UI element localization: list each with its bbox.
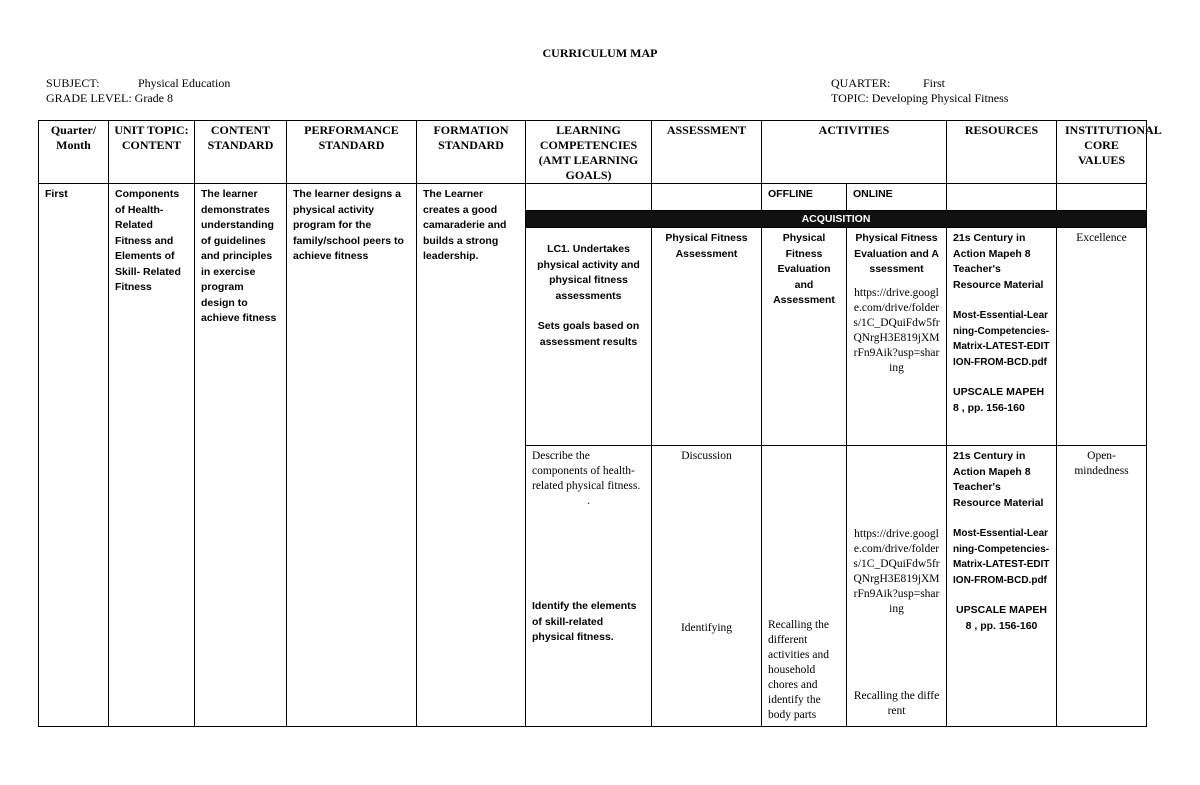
resource-upscale: UPSCALE MAPEH 8 , pp. 156-160 <box>953 386 1045 414</box>
formation-standard-cell: The Learner creates a good camaraderie and builds a strong leadership. <box>417 184 526 727</box>
core-value-cell: Open-mindedness <box>1057 446 1147 727</box>
quarter-label: QUARTER: <box>831 76 891 90</box>
quarter-cell: First <box>39 184 109 727</box>
assessment-identifying: Identifying <box>680 622 733 634</box>
offline-recall-text: Recalling the different activities and household chores and identify the body parts <box>768 619 829 721</box>
subheader-row <box>39 184 1147 211</box>
topic-line: TOPIC: Developing Physical Fitness <box>831 91 1009 105</box>
lc2-text: Describe the components of health-related physical fitness. <box>532 450 641 492</box>
header-formation: FORMATION STANDARD <box>417 121 526 184</box>
page-title: CURRICULUM MAP <box>542 46 658 60</box>
resources-cell <box>947 446 1057 727</box>
resource-melc-file: Most-Essential-Learning-Competencies-Matrix-LATEST-EDITION-FROM-BCD.pdf <box>953 528 1050 586</box>
resource-upscale: UPSCALE MAPEH 8 , pp. 156-160 <box>956 604 1048 632</box>
subject-label: SUBJECT: <box>46 76 100 90</box>
subject-line <box>46 76 230 91</box>
header-resources: RESOURCES <box>947 121 1057 184</box>
online-resource-link[interactable]: https://drive.google.com/drive/folders/1C_DQuiFdw5frQNrgH3E819jXMrFn9Aik?usp=sharing <box>853 528 940 615</box>
online-resource-link[interactable]: https://drive.google.com/drive/folders/1C_DQuiFdw5frQNrgH3E819jXMrFn9Aik?usp=sharing <box>853 286 940 374</box>
empty-values-cell <box>1057 184 1147 211</box>
unit-cell: Components of Health-Related Fitness and Elements of Skill- Related Fitness <box>109 184 195 727</box>
content-standard-cell: The learner demonstrates understanding of guidelines and principles in exercise program design to achieve fitness <box>195 184 287 727</box>
grade-level: GRADE LEVEL: Grade 8 <box>46 91 173 105</box>
assessment-cell: Physical Fitness Assessment <box>652 228 762 446</box>
online-activity-cell <box>847 446 947 727</box>
lc2-dot: . <box>587 495 590 507</box>
online-activity-text: Physical Fitness Evaluation and Assessment <box>854 232 939 275</box>
offline-label: OFFLINE <box>762 184 847 211</box>
subject-value: Physical Education <box>138 76 231 90</box>
header-activities: ACTIVITIES <box>762 121 947 184</box>
header-values: INSTITUTIONAL CORE VALUES <box>1057 121 1147 184</box>
empty-lc-cell <box>526 184 652 211</box>
header-assessment: ASSESSMENT <box>652 121 762 184</box>
empty-assessment-cell <box>652 184 762 211</box>
lc-cell <box>526 446 652 727</box>
quarter-value: First <box>923 76 946 90</box>
assessment-cell <box>652 446 762 727</box>
header-quarter: Quarter/ Month <box>39 121 109 184</box>
lc-cell <box>526 228 652 446</box>
lc1-text: LC1. Undertakes physical activity and physical fitness assessments <box>537 243 640 302</box>
header-row <box>39 121 1147 184</box>
resources-cell <box>947 228 1057 446</box>
lc2-skill: Identify the elements of skill-related physical fitness. <box>532 600 637 643</box>
curriculum-table <box>38 120 1162 727</box>
acquisition-bar: ACQUISITION <box>526 211 1147 228</box>
resource-teacher-material: 21s Century in Action Mapeh 8 Teacher's Resource Material <box>953 450 1044 509</box>
empty-resources-cell <box>947 184 1057 211</box>
core-value-cell: Excellence <box>1057 228 1147 446</box>
header-performance: PERFORMANCE STANDARD <box>287 121 417 184</box>
online-recall-text: Recalling the different <box>853 690 940 717</box>
header-content: CONTENT STANDARD <box>195 121 287 184</box>
quarter-line <box>831 76 945 91</box>
header-learning: LEARNING COMPETENCIES (AMT LEARNING GOALS) <box>526 121 652 184</box>
lc1-goal: Sets goals based on assessment results <box>537 320 640 348</box>
performance-standard-cell: The learner designs a physical activity program for the family/school peers to achieve fitness <box>287 184 417 727</box>
resource-teacher-material: 21s Century in Action Mapeh 8 Teacher's Resource Material <box>953 232 1044 291</box>
online-label: ONLINE <box>847 184 947 211</box>
offline-activity-cell <box>762 446 847 727</box>
online-activity-cell <box>847 228 947 446</box>
header-unit: UNIT TOPIC: CONTENT <box>109 121 195 184</box>
offline-activity-cell: Physical Fitness Evaluation and Assessment <box>762 228 847 446</box>
resource-melc-file: Most-Essential-Learning-Competencies-Matrix-LATEST-EDITION-FROM-BCD.pdf <box>953 310 1050 368</box>
assessment-discussion: Discussion <box>681 450 732 462</box>
